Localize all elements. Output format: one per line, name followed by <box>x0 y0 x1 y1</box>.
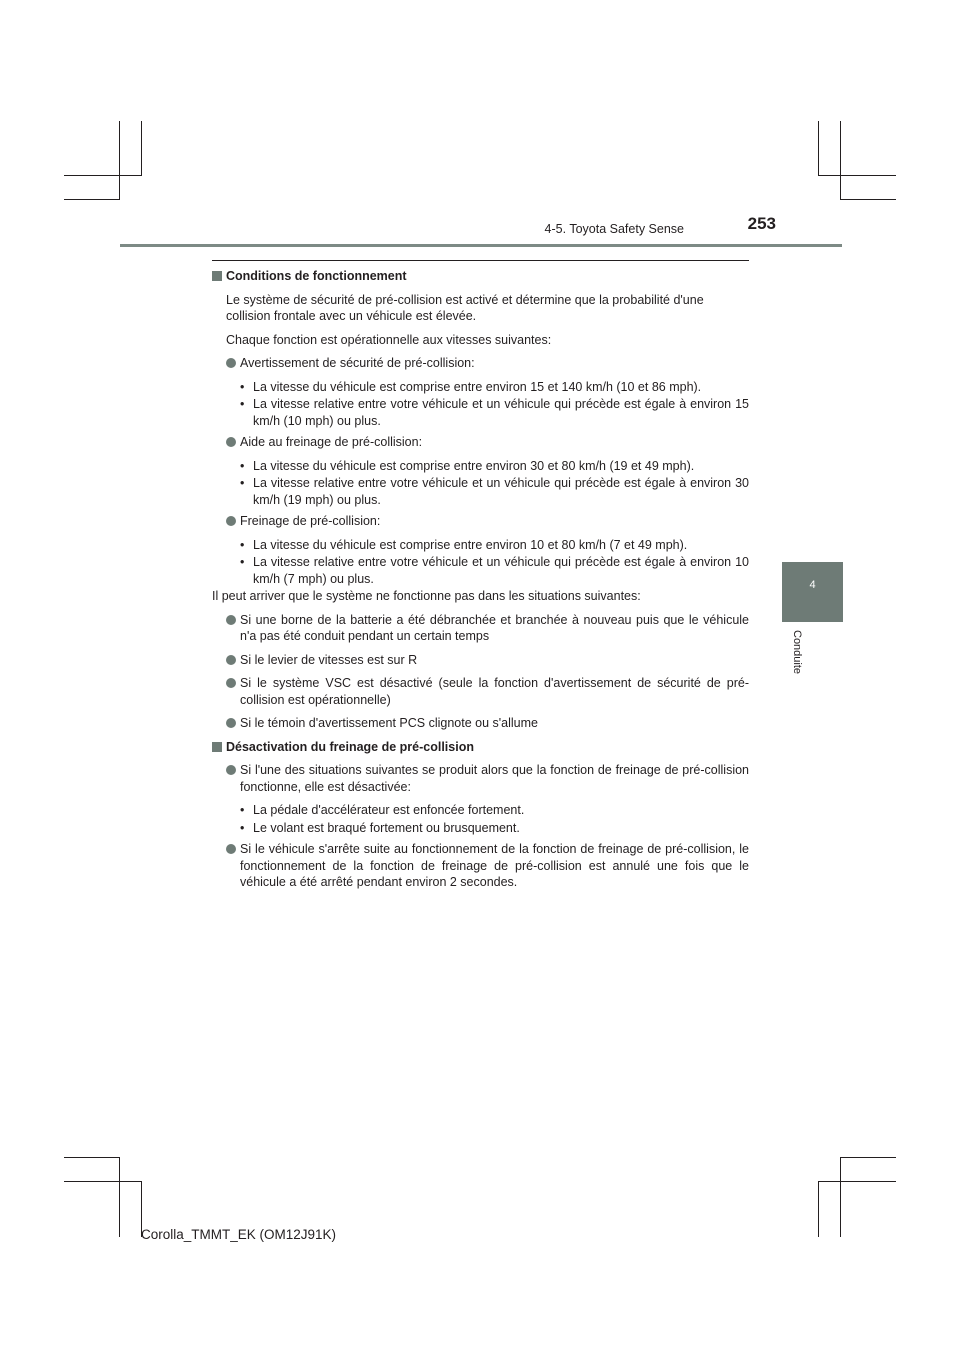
bullet-item: Aide au freinage de pré-collision: <box>212 434 749 451</box>
sub-list <box>212 379 749 430</box>
sub-item: • La vitesse relative entre votre véhicule et un véhicule qui précède est égale à environ 30 km/h (19 mph) ou plus. <box>240 476 749 507</box>
crop-mark <box>818 175 896 176</box>
main-content <box>212 268 749 898</box>
bullet-item: Si le témoin d'avertissement PCS clignote ou s'allume <box>212 715 749 732</box>
crop-mark <box>818 1181 819 1237</box>
sub-list <box>212 458 749 509</box>
round-bullet-icon <box>226 678 236 688</box>
square-bullet-icon <box>212 742 222 752</box>
crop-mark <box>119 121 120 200</box>
bullet-item: Freinage de pré-collision: <box>212 513 749 530</box>
crop-mark <box>64 1157 120 1158</box>
paragraph: Il peut arriver que le système ne fonctionne pas dans les situations suivantes: <box>212 589 641 603</box>
crop-mark <box>840 199 896 200</box>
round-bullet-icon <box>226 615 236 625</box>
sub-item: • La vitesse du véhicule est comprise entre environ 30 et 80 km/h (19 et 49 mph). <box>240 458 695 473</box>
sub-item: • Le volant est braqué fortement ou brusquement. <box>240 820 520 835</box>
sub-list <box>212 537 749 588</box>
crop-mark <box>141 121 142 175</box>
round-bullet-icon <box>226 765 236 775</box>
sub-item: • La vitesse du véhicule est comprise entre environ 10 et 80 km/h (7 et 49 mph). <box>240 537 688 552</box>
bullet-item: Si le véhicule s'arrête suite au fonctionnement de la fonction de freinage de pré-collision, le fonctionnement de la fonction de freinage de pré-collision est annulé une fois que le véhicule a été arrêté pendant environ 2 secondes. <box>212 841 749 891</box>
sub-item: • La vitesse relative entre votre véhicule et un véhicule qui précède est égale à environ 15 km/h (10 mph) ou plus. <box>240 397 749 428</box>
crop-mark <box>840 1157 841 1237</box>
section-title: 4-5. Toyota Safety Sense <box>544 222 684 236</box>
crop-mark <box>119 1157 120 1237</box>
bullet-item: Si l'une des situations suivantes se produit alors que la fonction de freinage de pré-collision fonctionne, elle est désactivée: <box>212 762 749 795</box>
footer-doc-id: Corolla_TMMT_EK (OM12J91K) <box>141 1227 337 1242</box>
crop-mark <box>840 121 841 200</box>
sub-item: • La pédale d'accélérateur est enfoncée fortement. <box>240 803 525 817</box>
chapter-tab <box>782 562 843 622</box>
content-top-rule <box>212 260 749 261</box>
bullet-item: Si une borne de la batterie a été débranchée et branchée à nouveau puis que le véhicule n'a pas été conduit pendant un certain temps <box>212 612 749 645</box>
sub-item: • La vitesse du véhicule est comprise entre environ 15 et 140 km/h (10 et 86 mph). <box>240 379 702 394</box>
crop-mark <box>64 1181 142 1182</box>
crop-mark <box>840 1157 896 1158</box>
section-heading: Désactivation du freinage de pré-collision <box>212 739 749 756</box>
round-bullet-icon <box>226 718 236 728</box>
crop-mark <box>818 121 819 175</box>
crop-mark <box>64 175 142 176</box>
sub-item: • La vitesse relative entre votre véhicule et un véhicule qui précède est égale à environ 10 km/h (7 mph) ou plus. <box>240 555 749 586</box>
round-bullet-icon <box>226 844 236 854</box>
round-bullet-icon <box>226 655 236 665</box>
chapter-label: Conduite <box>791 630 803 675</box>
bullet-item: Si le système VSC est désactivé (seule la fonction d'avertissement de sécurité de pré-collision est opérationnelle) <box>212 675 749 708</box>
bullet-item: Avertissement de sécurité de pré-collision: <box>212 355 749 372</box>
sub-list <box>212 802 749 836</box>
section-heading: Conditions de fonctionnement <box>212 268 749 285</box>
page-number: 253 <box>747 214 776 233</box>
crop-mark <box>818 1181 896 1182</box>
round-bullet-icon <box>226 516 236 526</box>
square-bullet-icon <box>212 271 222 281</box>
paragraph: Le système de sécurité de pré-collision est activé et détermine que la probabilité d'une collision frontale avec un véhicule est élevée. <box>226 292 704 323</box>
round-bullet-icon <box>226 358 236 368</box>
round-bullet-icon <box>226 437 236 447</box>
crop-mark <box>64 199 120 200</box>
paragraph: Chaque fonction est opérationnelle aux vitesses suivantes: <box>226 332 552 347</box>
header-rule <box>120 244 842 247</box>
bullet-item: Si le levier de vitesses est sur R <box>212 652 749 669</box>
chapter-number: 4 <box>809 579 816 591</box>
